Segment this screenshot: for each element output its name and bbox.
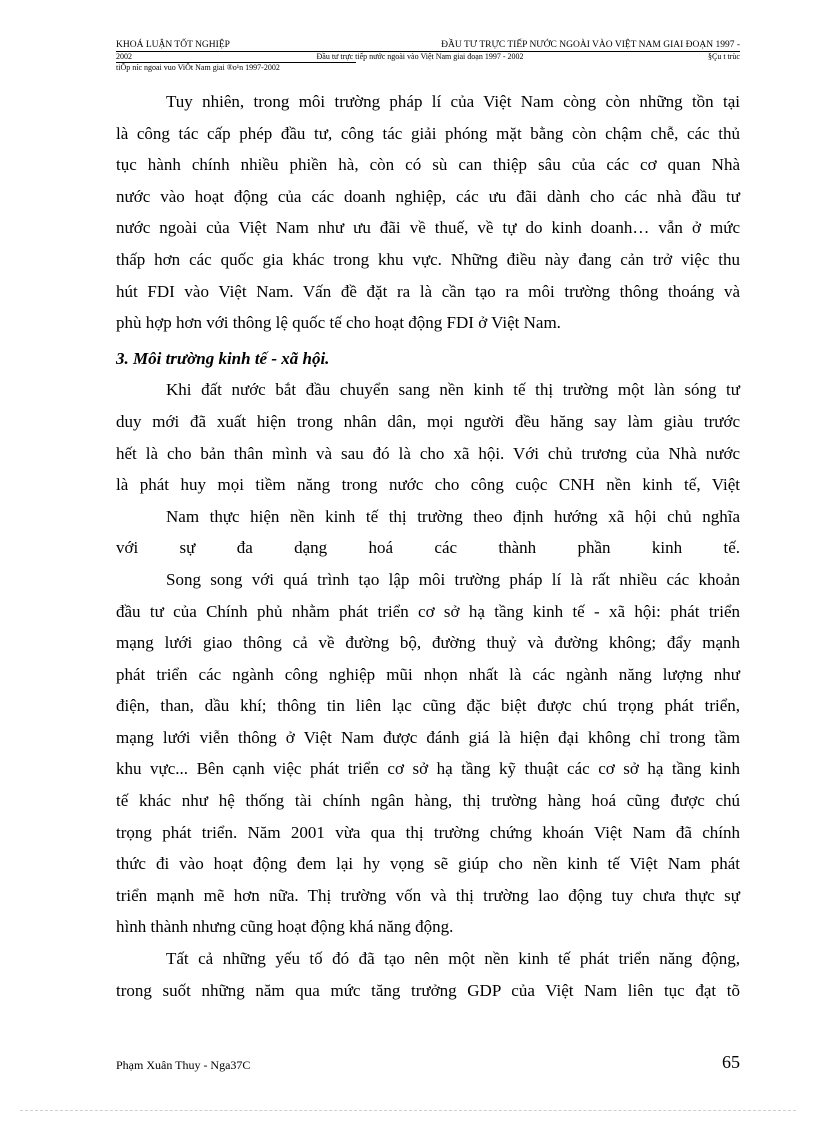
page-number: 65 (722, 1052, 740, 1072)
text-line: nước vào hoạt động của các doanh nghiệp, các ưu đãi dành cho các nhà đầu tư (116, 186, 740, 206)
text-line: hình thành nhưng cũng hoạt động khá năng động. (116, 917, 454, 937)
text-line: triển mạnh mẽ hơn nữa. Thị trường vốn và thị trường lao động tuy chưa thực sự (116, 885, 740, 905)
header-year-continuation: 2002 (116, 52, 132, 61)
header-row-2 (116, 51, 740, 62)
text-line: là phát huy mọi tiềm năng trong nước cho công cuộc CNH nền kinh tế, Việt (116, 475, 740, 495)
text-line: Nam thực hiện nền kinh tế thị trường theo định hướng xã hội chủ nghĩa (166, 506, 740, 526)
text-line: trong suốt những năm qua mức tăng trưởng GDP của Việt Nam liên tục đạt tõ (116, 980, 740, 1000)
page-header (116, 40, 740, 73)
paragraph-economic-transition (116, 374, 740, 500)
text-line: Khi đất nước bắt đầu chuyển sang nền kinh tế thị trường một làn sóng tư (166, 380, 740, 400)
text-line: Song song với quá trình tạo lập môi trường pháp lí là rất nhiều các khoản (166, 569, 740, 589)
text-line: tục hành chính nhiều phiền hà, còn có sù can thiệp sâu của các cơ quan Nhà (116, 155, 740, 175)
text-line: là công tác cấp phép đầu tư, công tác giải phóng mặt bằng còn chậm chễ, các thủ (116, 123, 740, 143)
text-line: duy mới đã xuất hiện trong nhân dân, mọi người đều hăng say làm giàu trước (116, 411, 740, 431)
text-line: thấp hơn các quốc gia khác trong khu vực. Những điều này đang cản trở việc thu (116, 249, 740, 269)
text-line: tế khác như hệ thống tài chính ngân hàng, thị trường hàng hoá cũng được chú (116, 791, 740, 811)
section-heading: 3. Môi trường kinh tế - xã hội. (116, 348, 330, 368)
text-line: điện, than, dầu khí; thông tin liên lạc cũng đặc biệt được chú trọng phát triển, (116, 696, 740, 716)
footer-author: Phạm Xuân Thuy - Nga37C (116, 1058, 251, 1072)
text-line: phát triển các ngành công nghiệp mũi nhọn nhất là các ngành năng lượng như (116, 664, 740, 684)
text-line: thức đi vào hoạt động đem lại hy vọng sẽ giúp cho nền kinh tế Việt Nam phát (116, 854, 740, 874)
text-line: Tuy nhiên, trong môi trường pháp lí của Việt Nam còng còn những tồn tại (166, 92, 740, 111)
paragraph-market-orientation (116, 501, 740, 564)
text-line: hút FDI vào Việt Nam. Vấn đề đặt ra là cần tạo ra môi trường thông thoáng và (116, 281, 740, 301)
header-thesis-label: KHOÁ LUẬN TỐT NGHIỆP (116, 40, 230, 50)
header-garbled-text-line: tiÕp níc ngoai vuo ViÖt Nam giai ®o¹n 1997-2002 (116, 62, 356, 73)
text-line: Tất cả những yếu tố đó đã tạo nên một nền kinh tế phát triển năng động, (166, 949, 740, 969)
header-garbled-text-right: §Çu t trùc (707, 52, 740, 61)
text-line: khu vực... Bên cạnh việc phát triển cơ sở hạ tầng kỹ thuật các cơ sở hạ tầng kinh (116, 759, 740, 779)
page-body (116, 86, 740, 1006)
header-topic-title: ĐẦU TƯ TRỰC TIẾP NƯỚC NGOÀI VÀO VIỆT NAM GIAI ĐOẠN 1997 - (441, 40, 740, 50)
header-row-titles (116, 40, 740, 51)
text-line: hết là cho bản thân mình và sau đó là cho xã hội. Với chủ trương của Nhà nước (116, 443, 740, 463)
paragraph-infrastructure (116, 564, 740, 943)
text-line: nước ngoài của Việt Nam như ưu đãi về thuế, về tự do kinh doanh… vẫn ở mức (116, 218, 740, 238)
text-line: trọng phát triển. Năm 2001 vừa qua thị trường chứng khoán Việt Nam đã chính (116, 822, 740, 842)
header-topic-subtitle: Đầu tư trực tiếp nước ngoài vào Việt Nam giai đoạn 1997 - 2002 (316, 52, 524, 61)
text-line: với sự đa dạng hoá các thành phần kinh tế. (116, 538, 740, 558)
text-line: đầu tư của Chính phủ nhằm phát triển cơ sở hạ tầng kinh tế - xã hội: phát triển (116, 601, 740, 621)
text-line: mạng lưới viễn thông ở Việt Nam được đánh giá là hiện đại không chỉ trong tầm (116, 727, 740, 747)
page-bottom-divider (20, 1110, 796, 1111)
paragraph-legal-environment (116, 86, 740, 339)
text-line: phù hợp hơn với thông lệ quốc tế cho hoạt động FDI ở Việt Nam. (116, 313, 561, 333)
text-line: mạng lưới giao thông cả về đường bộ, đường thuỷ và đường không; đẩy mạnh (116, 633, 740, 653)
paragraph-gdp-growth (116, 943, 740, 1006)
